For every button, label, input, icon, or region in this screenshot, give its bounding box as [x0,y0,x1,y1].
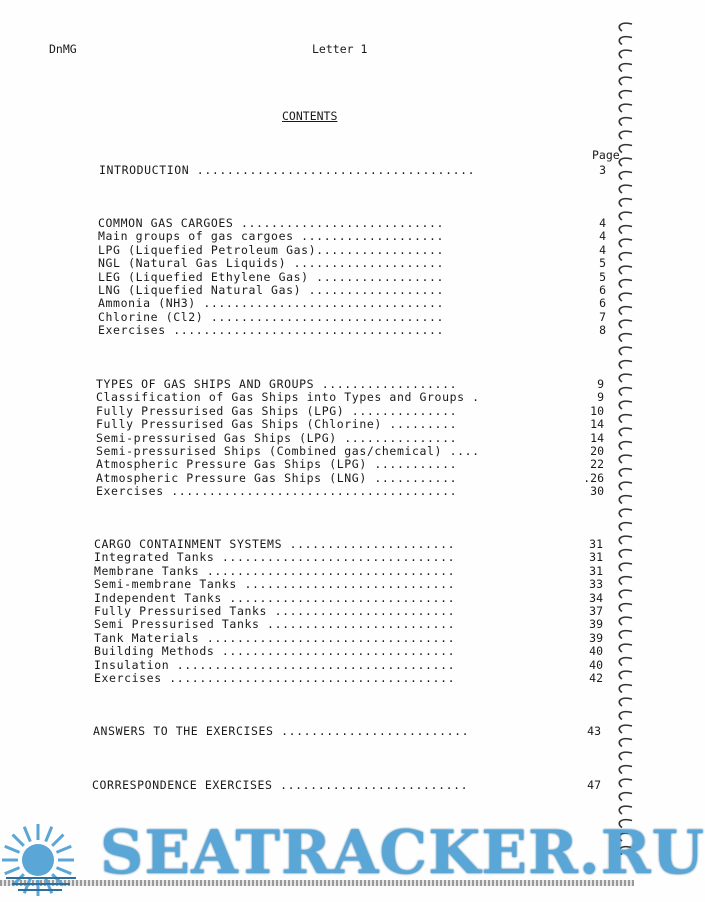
toc-entry-text: Fully Pressurised Tanks ........................ [94,604,456,618]
toc-entry-text: CORRESPONDENCE EXERCISES ......................... [92,778,469,792]
toc-entry-text: Main groups of gas cargoes ................... [98,229,445,244]
toc-entry-text: NGL (Natural Gas Liquids) .................... [98,256,445,271]
spiral-binding [612,20,634,870]
sun-logo-icon [0,812,96,892]
toc-entry-text: Exercises .................................... [98,323,445,338]
toc-entry-text: Exercises ...................................... [96,484,458,499]
toc-entry-text: ANSWERS TO THE EXERCISES ......................... [93,724,470,738]
toc-entry-page: 40 [589,644,603,659]
toc-entry-text: LPG (Liquefied Petroleum Gas)................. [98,242,445,257]
toc-entry-page: 31 [589,550,603,565]
toc-entry-page: 31 [589,563,603,578]
toc-entry-page: 8 [599,323,606,338]
toc-entry-text: Membrane Tanks ................................. [94,563,456,578]
toc-entry-text: INTRODUCTION ..................................... [99,163,476,177]
toc-entry-page: 34 [589,590,603,605]
toc-entry-page: 3 [599,163,606,177]
toc-entry-text: Chlorine (Cl2) ............................... [98,309,445,324]
toc-entry-page: 4 [599,242,606,257]
toc-entry-text: Integrated Tanks ............................... [94,550,456,565]
toc-entry-text: Building Methods ............................... [94,644,456,659]
toc-entry-page: 20 [590,444,604,458]
toc-entry-page: 22 [590,457,604,472]
toc-entry-page: 30 [590,484,604,499]
toc-entry-page: 6 [599,283,606,297]
toc-entry-page: 9 [597,390,604,405]
toc-entry-page: 4 [599,216,606,230]
toc-entry-page: 14 [590,430,604,445]
contents-title: CONTENTS [282,109,338,123]
toc-entry-text: LEG (Liquefied Ethylene Gas) ................. [98,269,445,284]
toc-entry-page: 47 [587,778,601,792]
toc-entry-text: Exercises ...................................... [94,671,456,685]
toc-entry-page: 5 [599,256,606,271]
toc-entry-page: 4 [599,229,606,244]
toc-entry-text: COMMON GAS CARGOES ........................... [98,216,445,230]
toc-entry-page: 10 [590,403,604,418]
toc-entry-page: 14 [590,417,604,432]
toc-entry-text: Tank Materials ................................. [94,630,456,645]
toc-entry-text: Fully Pressurised Gas Ships (Chlorine) ......... [96,417,458,432]
toc-entry-text: Classification of Gas Ships into Types and Groups . [96,390,480,405]
toc-entry-text: Semi-pressurised Ships (Combined gas/chemical) .... [96,444,480,458]
toc-entry-text: LNG (Liquefied Natural Gas) .................. [98,283,445,297]
toc-entry-text: Independent Tanks .............................. [94,590,456,605]
toc-entry-page: 6 [599,296,606,311]
toc-entry-text: CARGO CONTAINMENT SYSTEMS ...................... [94,537,456,551]
page-column-label: Page [592,148,620,162]
toc-entry-text: Semi-pressurised Gas Ships (LPG) ............... [96,430,458,445]
toc-entry-text: Atmospheric Pressure Gas Ships (LPG) ........... [96,457,458,472]
toc-entry-page: 42 [589,671,603,685]
toc-entry-text: Ammonia (NH3) ................................ [98,296,445,311]
toc-entry-text: Semi Pressurised Tanks ......................... [94,617,456,632]
toc-entry-page: 43 [587,724,601,738]
toc-entry-page: 31 [589,537,603,551]
toc-entry-page: 33 [589,577,603,592]
toc-entry-page: 39 [589,617,603,632]
header-letter-label: Letter 1 [312,42,368,56]
toc-entry-page: .26 [583,470,604,485]
toc-entry-page: 5 [599,269,606,284]
watermark-logo-text: SEATRACKER.RU [100,818,705,888]
header-left-code: DnMG [49,42,77,56]
toc-entry-text: Semi-membrane Tanks ............................ [94,577,456,592]
toc-entry-text: Insulation ..................................... [94,657,456,672]
toc-entry-page: 37 [589,604,603,618]
toc-entry-page: 39 [589,630,603,645]
toc-entry-page: 9 [597,377,604,391]
toc-entry-text: TYPES OF GAS SHIPS AND GROUPS .................. [96,377,458,391]
toc-entry-page: 7 [599,309,606,324]
toc-entry-text: Atmospheric Pressure Gas Ships (LNG) ........... [96,470,458,485]
toc-entry-page: 40 [589,657,603,672]
toc-entry-text: Fully Pressurised Gas Ships (LPG) .............. [96,403,458,418]
